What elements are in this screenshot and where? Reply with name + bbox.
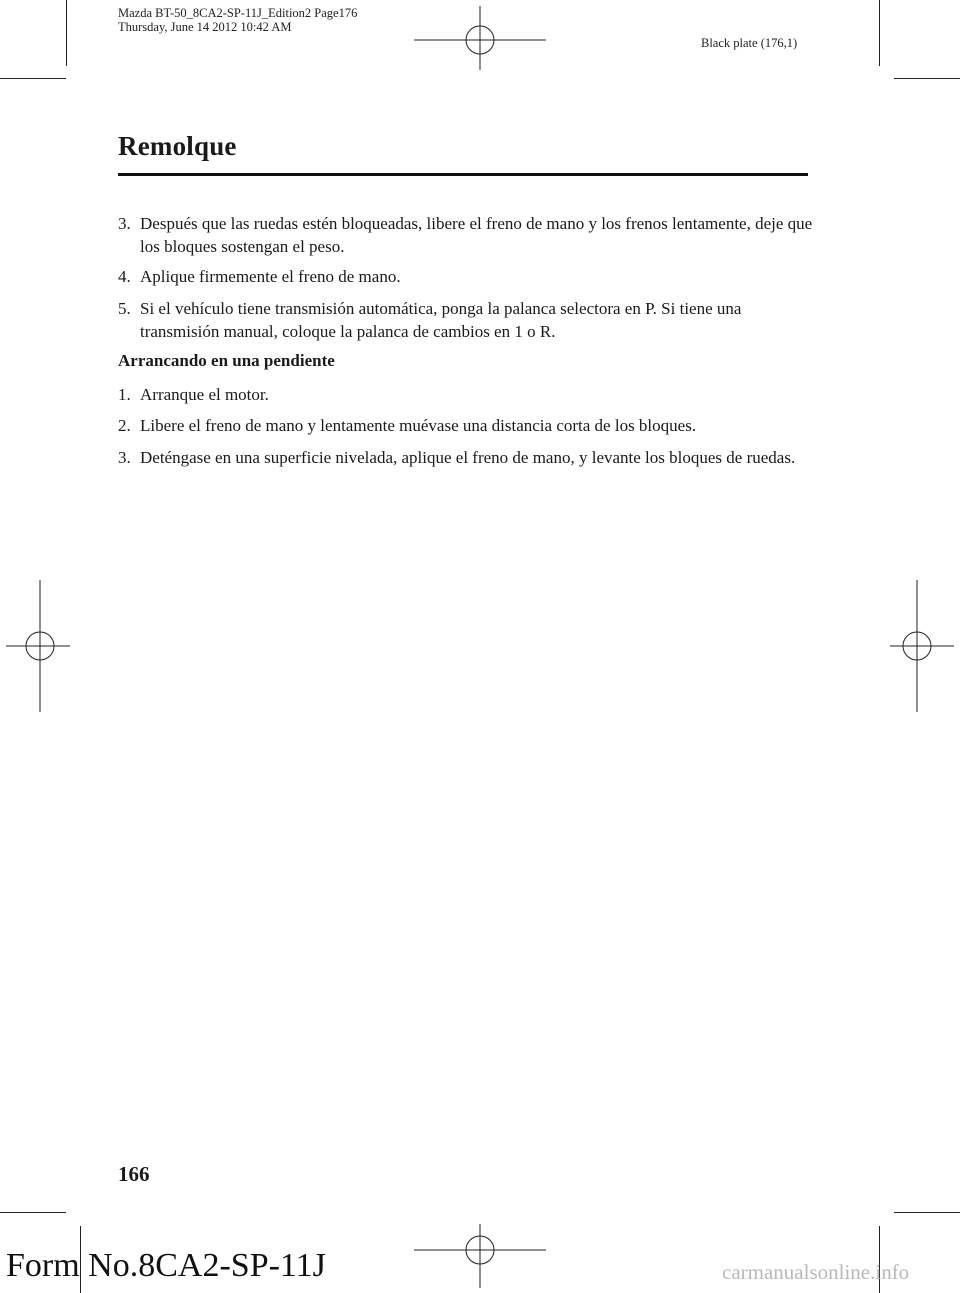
- crop-mark-top-left-h: [0, 78, 66, 79]
- step-number: 4.: [118, 267, 131, 286]
- subheading: Arrancando en una pendiente: [118, 351, 335, 370]
- step-number: 5.: [118, 299, 131, 318]
- crop-mark-top-left-v: [66, 0, 67, 66]
- step-number: 1.: [118, 385, 131, 404]
- step-text: Libere el freno de mano y lentamente muévase una distancia corta de los bloques.: [140, 416, 697, 435]
- form-number: Form No.8CA2-SP-11J: [6, 1247, 326, 1284]
- list-item: [118, 212, 818, 258]
- section-title: Remolque: [118, 131, 237, 161]
- list-item: [118, 297, 818, 343]
- crop-mark-top-right-h: [894, 78, 960, 79]
- list-item: [118, 446, 818, 469]
- crop-mark-bottom-left-h: [0, 1212, 66, 1213]
- step-number: 3.: [118, 448, 131, 467]
- registration-mark-right-icon: [890, 580, 954, 712]
- registration-mark-bottom-icon: [414, 1224, 546, 1288]
- step-text: Después que las ruedas estén bloqueadas, libere el freno de mano y los frenos lentamente, deje que los bloques sostengan el peso.: [140, 214, 813, 256]
- list-item: [118, 383, 818, 406]
- crop-mark-top-right-v: [879, 0, 880, 66]
- registration-mark-left-icon: [6, 580, 70, 712]
- print-meta-line-2: Thursday, June 14 2012 10:42 AM: [118, 20, 292, 34]
- black-plate-label: Black plate (176,1): [701, 36, 798, 50]
- crop-mark-bottom-right-h: [894, 1212, 960, 1213]
- step-text: Deténgase en una superficie nivelada, aplique el freno de mano, y levante los bloques de ruedas.: [140, 448, 796, 467]
- step-number: 3.: [118, 214, 131, 233]
- print-meta-line-1: Mazda BT-50_8CA2-SP-11J_Edition2 Page176: [118, 6, 358, 20]
- title-rule: [118, 173, 808, 176]
- registration-mark-top-icon: [414, 6, 546, 70]
- page-number: 166: [118, 1162, 150, 1186]
- step-number: 2.: [118, 416, 131, 435]
- list-item: [118, 265, 818, 288]
- step-text: Si el vehículo tiene transmisión automática, ponga la palanca selectora en P. Si tiene una transmisión manual, coloque la palanca de cambios en 1 o R.: [140, 299, 742, 341]
- watermark: carmanualsonline.info: [722, 1260, 910, 1284]
- step-text: Arranque el motor.: [140, 385, 269, 404]
- list-item: [118, 414, 818, 437]
- step-text: Aplique firmemente el freno de mano.: [140, 267, 401, 286]
